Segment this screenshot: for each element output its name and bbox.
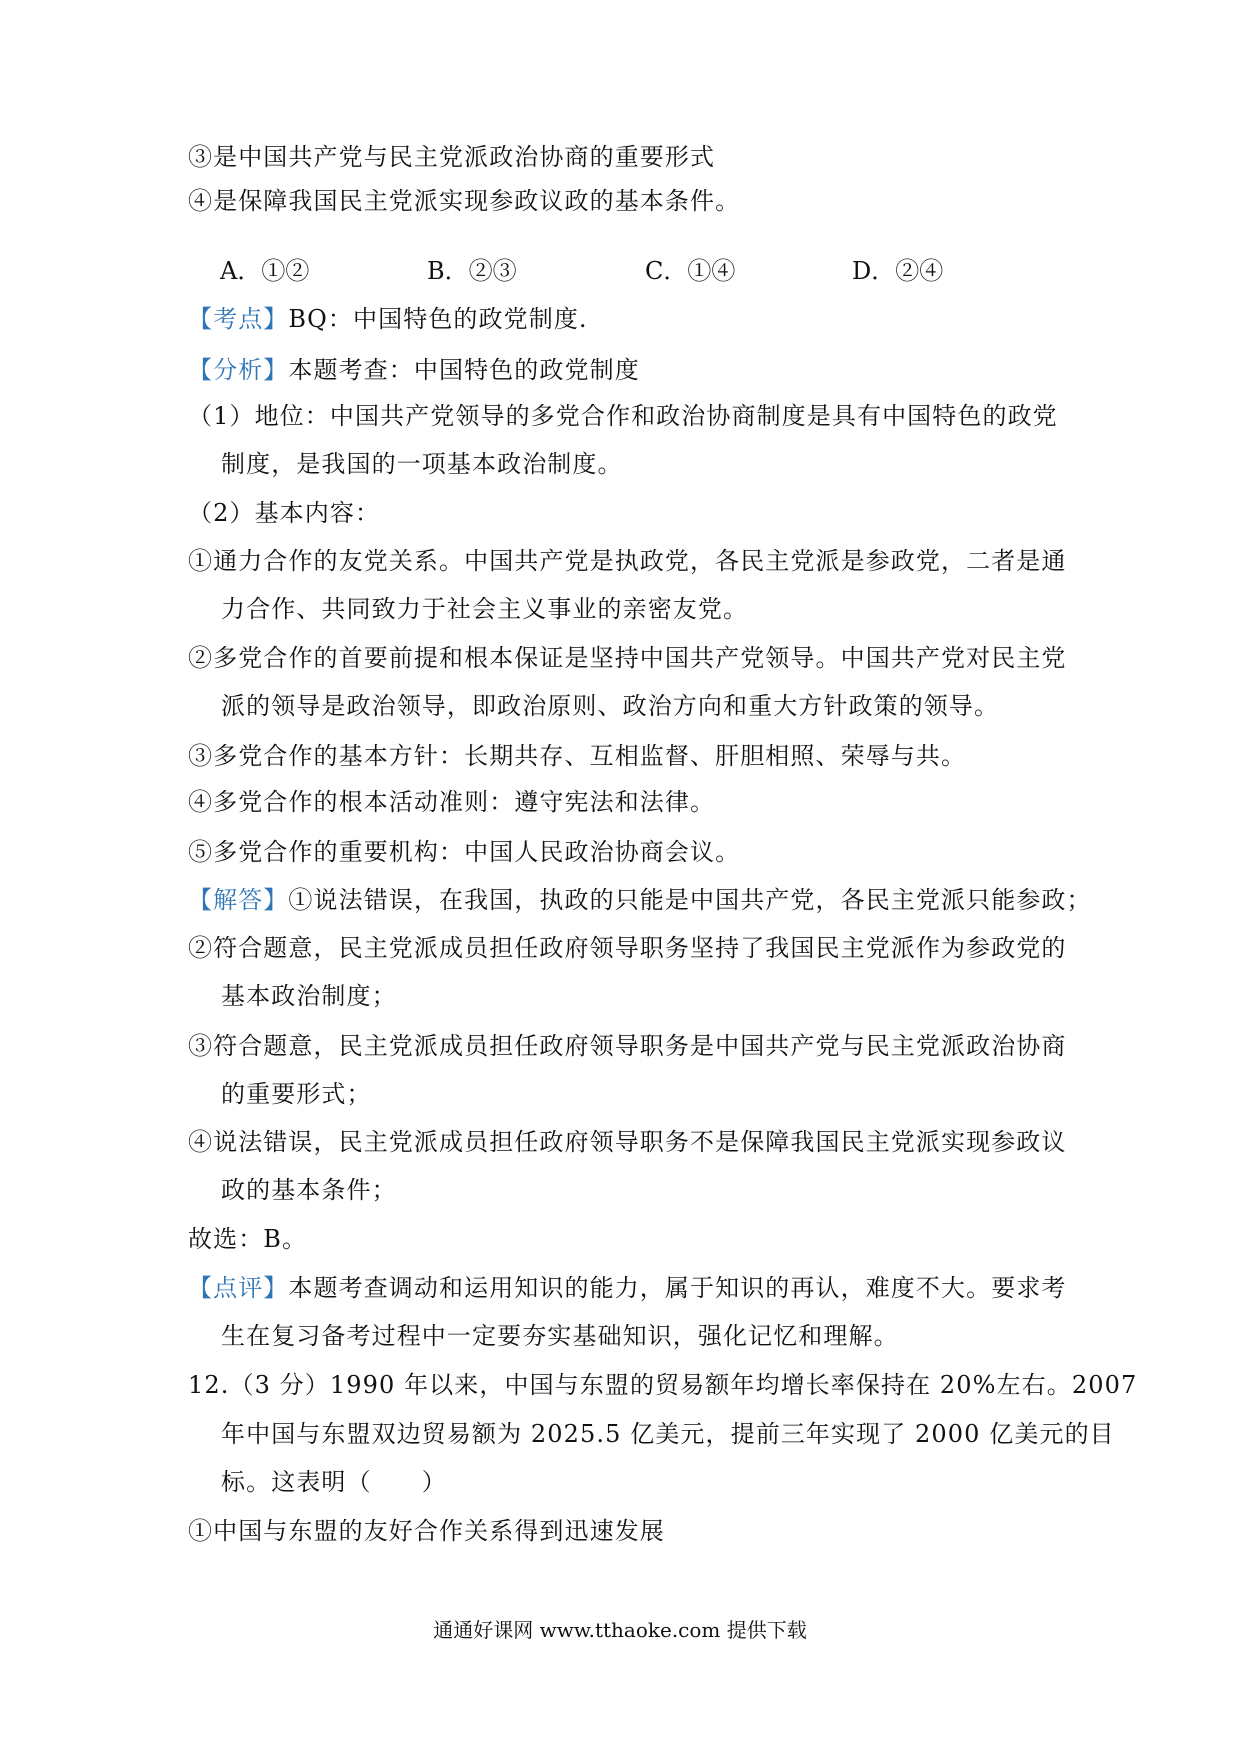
answer-line: 的重要形式； [221, 1080, 372, 1108]
fenxi-tag: 【分析】 [188, 356, 289, 384]
answer-choice: 故选：B。 [188, 1225, 308, 1253]
jieda-tag: 【解答】 [188, 886, 289, 914]
fenxi-text: 本题考查：中国特色的政党制度 [288, 356, 640, 384]
analysis-line: （2）基本内容： [188, 499, 381, 527]
analysis-line: （1）地位：中国共产党领导的多党合作和政治协商制度是具有中国特色的政党 [188, 402, 1058, 430]
analysis-line: ④多党合作的根本活动准则：遵守宪法和法律。 [188, 788, 716, 816]
analysis-line: ①通力合作的友党关系。中国共产党是执政党，各民主党派是参政党，二者是通 [188, 547, 1067, 575]
kaodian-text: BQ：中国特色的政党制度. [288, 305, 588, 333]
question-12-line: 标。这表明（ ） [221, 1468, 447, 1496]
analysis-line: ③多党合作的基本方针：长期共存、互相监督、肝胆相照、荣辱与共。 [188, 742, 967, 770]
dianping-text: 本题考查调动和运用知识的能力，属于知识的再认，难度不大。要求考 [288, 1274, 1067, 1302]
option-d: D．②④ [852, 257, 944, 285]
jieda-section [188, 884, 1092, 916]
analysis-line: 制度，是我国的一项基本政治制度。 [221, 450, 623, 478]
answer-line: 基本政治制度； [221, 982, 397, 1010]
question-12-line: 年中国与东盟双边贸易额为 2025.5 亿美元，提前三年实现了 2000 亿美元的目 [221, 1420, 1115, 1448]
kaodian-tag: 【考点】 [188, 305, 289, 333]
option-c: C．①④ [645, 257, 736, 285]
dianping-section [188, 1272, 1067, 1304]
page-footer: 通通好课网 www.tthaoke.com 提供下载 [433, 1618, 807, 1642]
statement-3: ③是中国共产党与民主党派政治协商的重要形式 [188, 143, 716, 171]
answer-line: ④说法错误，民主党派成员担任政府领导职务不是保障我国民主党派实现参政议 [188, 1128, 1067, 1156]
analysis-line: ⑤多党合作的重要机构：中国人民政治协商会议。 [188, 838, 741, 866]
jieda-text: ①说法错误，在我国，执政的只能是中国共产党，各民主党派只能参政； [288, 886, 1092, 914]
answer-line: ③符合题意，民主党派成员担任政府领导职务是中国共产党与民主党派政治协商 [188, 1032, 1067, 1060]
question-12-statement-1: ①中国与东盟的友好合作关系得到迅速发展 [188, 1517, 665, 1545]
kaodian-section [188, 303, 588, 335]
dianping-tag: 【点评】 [188, 1274, 289, 1302]
answer-line: ②符合题意，民主党派成员担任政府领导职务坚持了我国民主党派作为参政党的 [188, 934, 1067, 962]
analysis-line: 派的领导是政治领导，即政治原则、政治方向和重大方针政策的领导。 [221, 692, 1000, 720]
fenxi-section [188, 354, 640, 386]
option-a: A．①② [220, 257, 310, 285]
statement-4: ④是保障我国民主党派实现参政议政的基本条件。 [188, 187, 741, 215]
answer-line: 政的基本条件； [221, 1176, 397, 1204]
analysis-line: 力合作、共同致力于社会主义事业的亲密友党。 [221, 595, 749, 623]
analysis-line: ②多党合作的首要前提和根本保证是坚持中国共产党领导。中国共产党对民主党 [188, 644, 1067, 672]
question-12: 12.（3 分）1990 年以来，中国与东盟的贸易额年均增长率保持在 20%左右。2007 [188, 1371, 1138, 1399]
comment-line: 生在复习备考过程中一定要夯实基础知识，强化记忆和理解。 [221, 1322, 899, 1350]
option-b: B．②③ [427, 257, 517, 285]
